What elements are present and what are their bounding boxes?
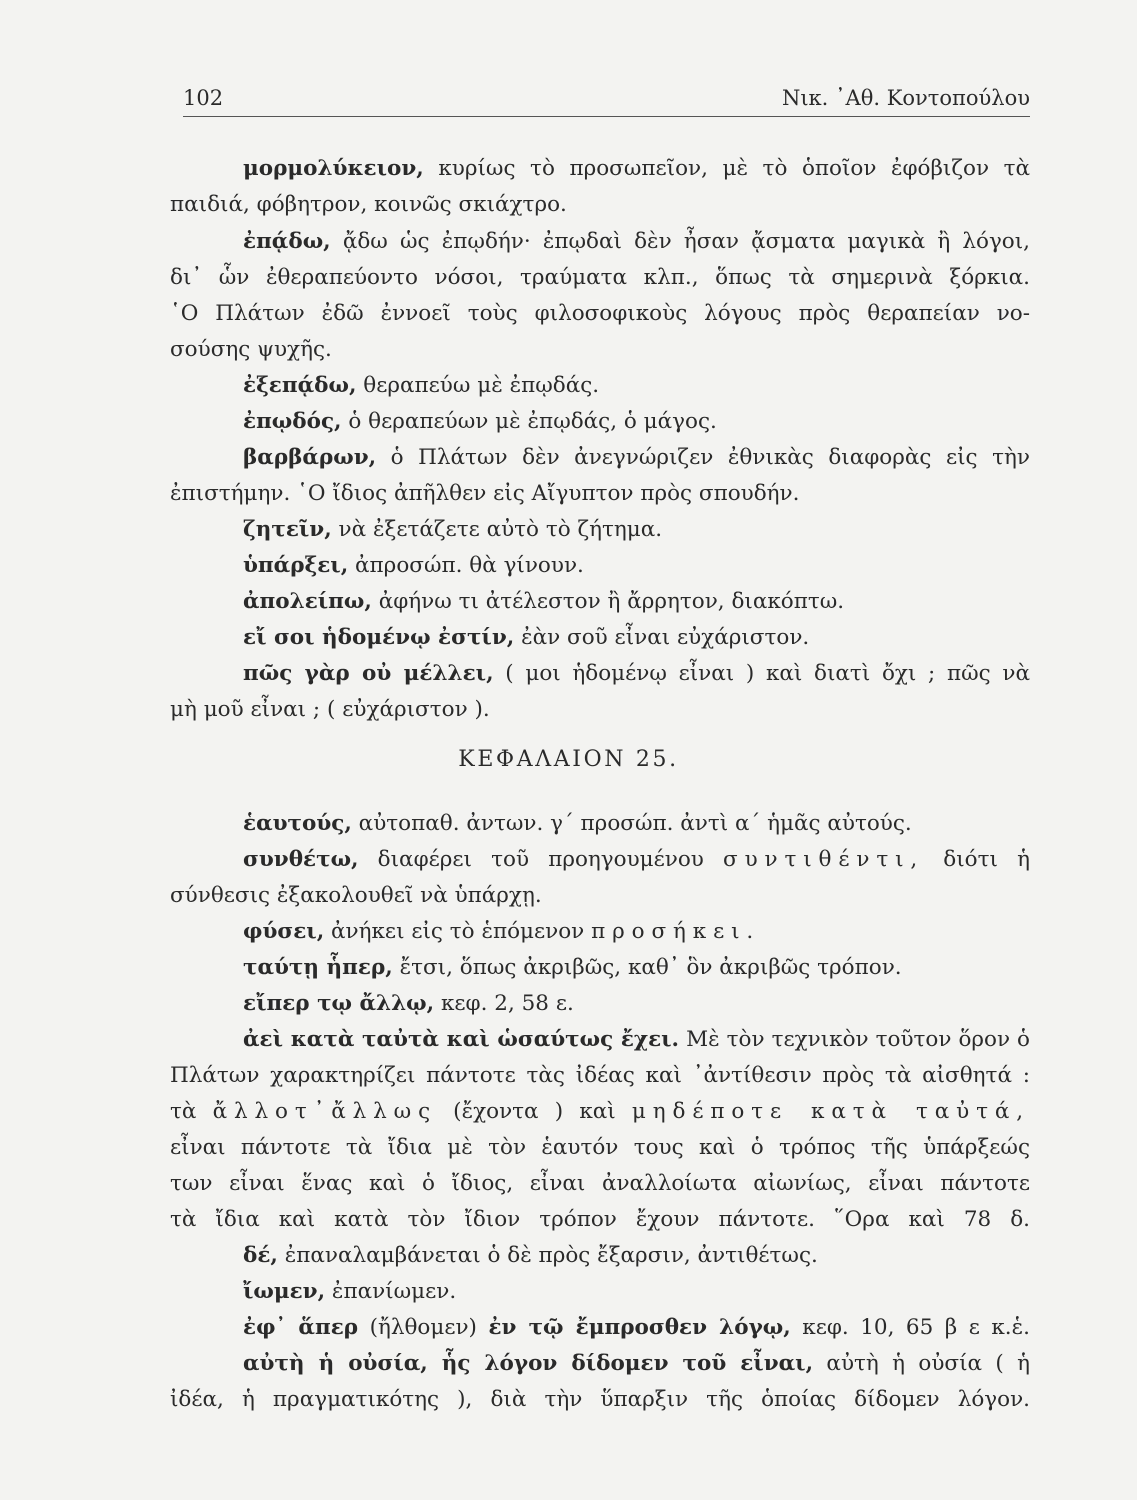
text-line: αὐτὴ ἡ οὐσία, ἧς λόγον δίδομεν τοῦ εἶναι, αὐτὴ ἡ οὐσία ( ἡ bbox=[243, 1351, 1031, 1376]
text-line: ὑπάρξει, ἀπροσώπ. θὰ γίνουν. bbox=[243, 553, 584, 578]
text-line: δι᾿ ὧν ἐθεραπεύοντο νόσοι, τραύματα κλπ., ὅπως τὰ σημερινὰ ξόρκια. bbox=[170, 265, 1030, 290]
running-title: Νικ. ᾿Αθ. Κοντοπούλου bbox=[781, 86, 1030, 110]
page-header bbox=[183, 82, 1030, 117]
text-line: ἴωμεν, ἐπανίωμεν. bbox=[243, 1279, 457, 1304]
text-line: ἀεὶ κατὰ ταὐτὰ καὶ ὡσαύτως ἔχει. Μὲ τὸν τεχνικὸν τοῦτον ὅρον ὁ bbox=[243, 1027, 1031, 1052]
text-line: ἐπιστήμην. ῾Ο ἴδιος ἀπῆλθεν εἰς Αἴγυπτον πρὸς σπουδήν. bbox=[170, 481, 800, 506]
text-line: μὴ μοῦ εἶναι ; ( εὐχάριστον ). bbox=[170, 697, 490, 722]
text-line: φύσει, ἀνήκει εἰς τὸ ἑπόμενον προσήκει. bbox=[243, 919, 761, 944]
text-line: εἴπερ τῳ ἄλλῳ, κεφ. 2, 58 ε. bbox=[243, 991, 574, 1016]
text-line: δέ, ἐπαναλαμβάνεται ὁ δὲ πρὸς ἔξαρσιν, ἀντιθέτως. bbox=[243, 1243, 818, 1268]
text-line: σούσης ψυχῆς. bbox=[170, 337, 332, 362]
text-line: ἰδέα, ἡ πραγματικότης ), διὰ τὴν ὕπαρξιν τῆς ὁποίας δίδομεν λόγον. bbox=[170, 1387, 1030, 1412]
text-line: μορμολύκειον, κυρίως τὸ προσωπεῖον, μὲ τὸ ὁποῖον ἐφόβιζον τὰ bbox=[243, 156, 1030, 181]
text-line: ζητεῖν, νὰ ἐξετάζετε αὐτὸ τὸ ζήτημα. bbox=[243, 517, 663, 542]
text-line: ἀπολείπω, ἀφήνω τι ἀτέλεστον ἢ ἄρρητον, διακόπτω. bbox=[243, 589, 845, 614]
page-number: 102 bbox=[183, 86, 224, 110]
text-line: των εἶναι ἕνας καὶ ὁ ἴδιος, εἶναι ἀναλλοίωτα αἰωνίως, εἶναι πάντοτε bbox=[170, 1171, 1030, 1196]
text-line: παιδιά, φόβητρον, κοινῶς σκιάχτρο. bbox=[170, 192, 567, 217]
text-line: ἐξεπᾴδω, θεραπεύω μὲ ἐπῳδάς. bbox=[243, 373, 600, 398]
text-line: ἐφ᾿ ἅπερ (ἤλθομεν) ἐν τῷ ἔμπροσθεν λόγῳ, κεφ. 10, 65 β ε κ.ἑ. bbox=[243, 1315, 1030, 1340]
text-line: βαρβάρων, ὁ Πλάτων δὲν ἀνεγνώριζεν ἐθνικὰς διαφορὰς εἰς τὴν bbox=[243, 445, 1030, 470]
text-line: πῶς γὰρ οὐ μέλλει, ( μοι ἡδομένῳ εἶναι ) καὶ διατὶ ὄχι ; πῶς νὰ bbox=[243, 661, 1030, 686]
text-line: ταύτῃ ἧπερ, ἔτσι, ὅπως ἀκριβῶς, καθ᾿ ὃν ἀκριβῶς τρόπον. bbox=[243, 955, 902, 980]
text-line: συνθέτω, διαφέρει τοῦ προηγουμένου συντιθέντι, διότι ἡ bbox=[243, 847, 1030, 872]
text-line: εἴ σοι ἡδομένῳ ἐστίν, ἐὰν σοῦ εἶναι εὐχάριστον. bbox=[243, 625, 810, 650]
text-line: ῾Ο Πλάτων ἐδῶ ἐννοεῖ τοὺς φιλοσοφικοὺς λόγους πρὸς θεραπείαν νο- bbox=[170, 301, 1030, 326]
text-line: σύνθεσις ἐξακολουθεῖ νὰ ὑπάρχῃ. bbox=[170, 883, 542, 908]
text-line: τὰ ἄλλοτ᾿ἄλλως (ἔχοντα ) καὶ μηδέποτε κατὰ ταὐτά, bbox=[170, 1099, 1030, 1124]
text-line: ἑαυτούς, αὐτοπαθ. ἀντων. γ´ προσώπ. ἀντὶ α´ ἡμᾶς αὐτούς. bbox=[243, 811, 912, 836]
text-line: Πλάτων χαρακτηρίζει πάντοτε τὰς ἰδέας καὶ ᾿ἀντίθεσιν πρὸς τὰ αἰσθητά : bbox=[170, 1063, 1030, 1088]
text-line: εἶναι πάντοτε τὰ ἴδια μὲ τὸν ἑαυτόν τους καὶ ὁ τρόπος τῆς ὑπάρξεώς bbox=[170, 1135, 1030, 1160]
text-line: ἐπᾴδω, ᾄδω ὡς ἐπῳδήν· ἐπῳδαὶ δὲν ἦσαν ᾄσματα μαγικὰ ἢ λόγοι, bbox=[243, 229, 1030, 254]
text-line: ἐπῳδός, ὁ θεραπεύων μὲ ἐπῳδάς, ὁ μάγος. bbox=[243, 409, 717, 434]
text-line: τὰ ἴδια καὶ κατὰ τὸν ἴδιον τρόπον ἔχουν πάντοτε. ῞Ορα καὶ 78 δ. bbox=[170, 1207, 1030, 1232]
chapter-heading: ΚΕΦΑΛΑΙΟΝ 25. bbox=[458, 747, 679, 772]
